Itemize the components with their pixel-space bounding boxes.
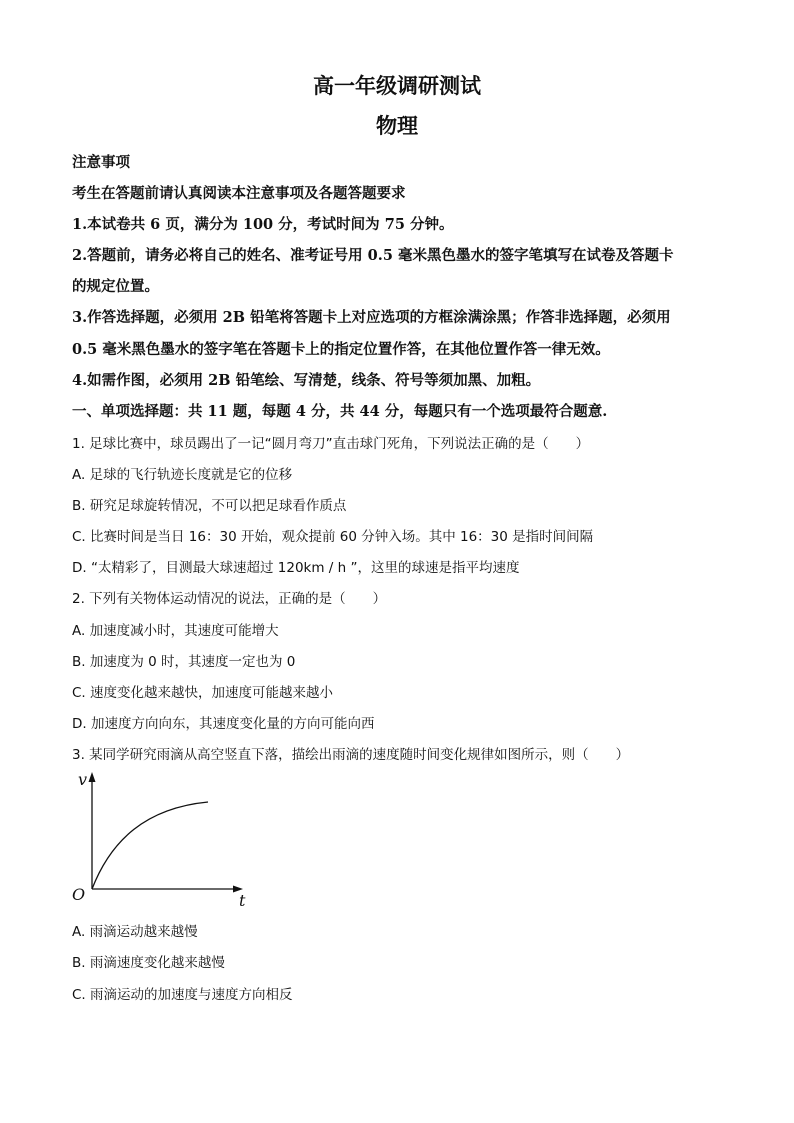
section-heading: 一、单项选择题：共 11 题，每题 4 分，共 44 分，每题只有一个选项最符合题意. [72, 403, 608, 420]
subject-title: 物理 [376, 113, 418, 138]
question-3-option-b: B. 雨滴速度变化越来越慢 [72, 955, 225, 971]
notice-heading: 注意事项 [72, 154, 130, 171]
question-2-option-d: D. 加速度方向向东，其速度变化量的方向可能向西 [72, 716, 375, 732]
velocity-curve [92, 802, 208, 889]
question-3-option-c: C. 雨滴运动的加速度与速度方向相反 [72, 987, 293, 1003]
origin-label: O [72, 885, 86, 904]
question-2-option-b: B. 加速度为 0 时，其速度一定也为 0 [72, 654, 296, 670]
question-1-option-b: B. 研究足球旋转情况，不可以把足球看作质点 [72, 498, 347, 514]
exam-title: 高一年级调研测试 [313, 73, 481, 98]
question-2-stem: 2. 下列有关物体运动情况的说法，正确的是（ ） [72, 591, 387, 607]
notice-item-1: 1.本试卷共 6 页，满分为 100 分，考试时间为 75 分钟。 [72, 216, 454, 233]
question-3-option-a: A. 雨滴运动越来越慢 [72, 924, 198, 940]
question-1-option-c: C. 比赛时间是当日 16：30 开始，观众提前 60 分钟入场。其中 16：30 是指时间间隔 [72, 529, 594, 545]
notice-item-2-line-2: 的规定位置。 [72, 278, 159, 295]
v-axis-label: v [78, 770, 88, 789]
notice-item-3-line-2: 0.5 毫米黑色墨水的签字笔在答题卡上的指定位置作答，在其他位置作答一律无效。 [72, 341, 610, 358]
question-1-stem: 1. 足球比赛中，球员踢出了一记“圆月弯刀”直击球门死角，下列说法正确的是（ ） [72, 436, 590, 452]
notice-item-3-line-1: 3.作答选择题，必须用 2B 铅笔将答题卡上对应选项的方框涂满涂黑；作答非选择题，必须用 [72, 309, 671, 326]
t-axis-label: t [239, 891, 246, 910]
v-axis-arrow [89, 772, 96, 782]
question-1-option-d: D. “太精彩了，目测最大球速超过 120km / h ”，这里的球速是指平均速度 [72, 560, 520, 576]
notice-item-4: 4.如需作图，必须用 2B 铅笔绘、写清楚，线条、符号等须加黑、加粗。 [72, 372, 541, 389]
notice-item-2-line-1: 2.答题前，请务必将自己的姓名、准考证号用 0.5 毫米黑色墨水的签字笔填写在试卷及答题卡 [72, 247, 674, 264]
question-3-stem: 3. 某同学研究雨滴从高空竖直下落，描绘出雨滴的速度随时间变化规律如图所示，则（ ） [72, 747, 630, 763]
velocity-time-graph [66, 770, 256, 912]
question-2-option-c: C. 速度变化越来越快，加速度可能越来越小 [72, 685, 334, 701]
question-1-option-a: A. 足球的飞行轨迹长度就是它的位移 [72, 467, 293, 483]
question-2-option-a: A. 加速度减小时，其速度可能增大 [72, 623, 279, 639]
notice-intro: 考生在答题前请认真阅读本注意事项及各题答题要求 [72, 185, 406, 202]
